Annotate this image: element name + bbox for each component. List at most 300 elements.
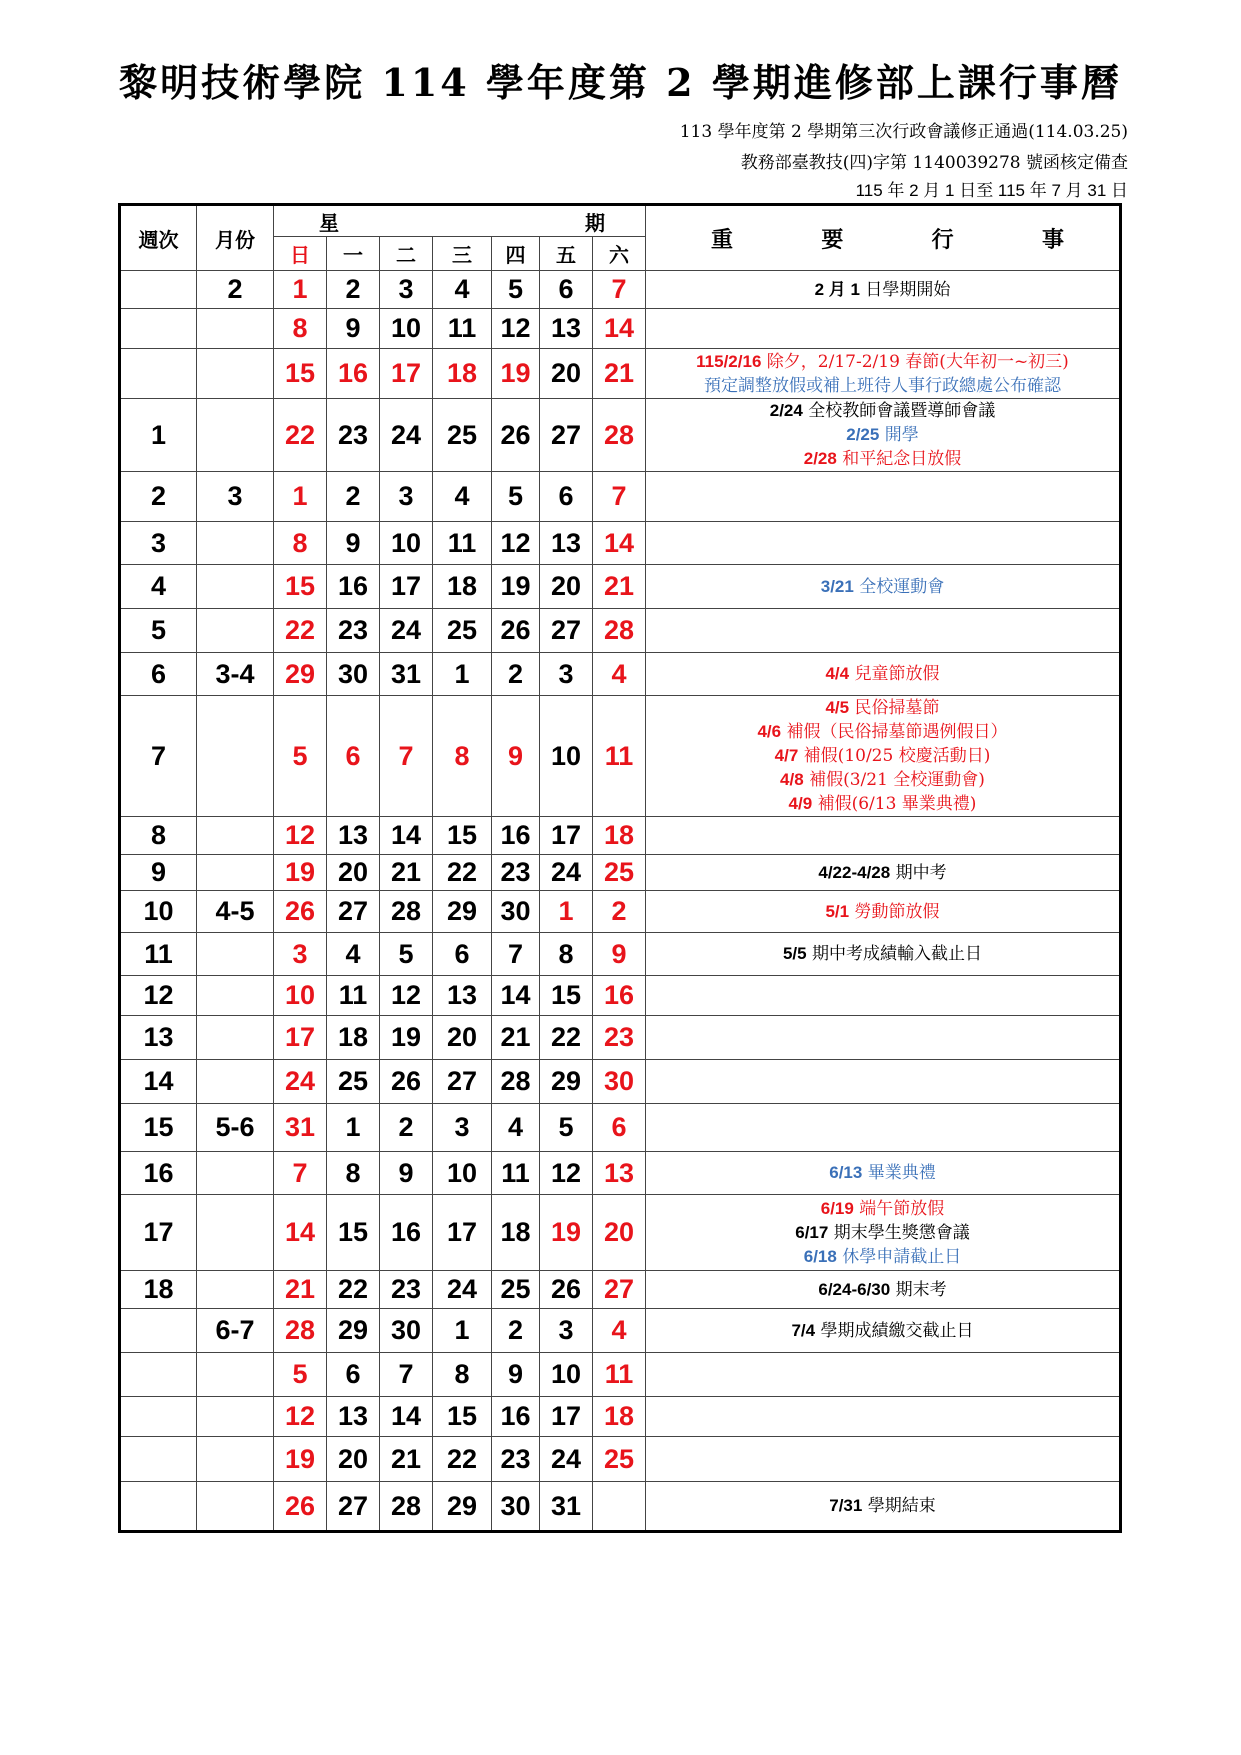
event-text: 期中考成績輸入截止日 bbox=[806, 944, 983, 964]
event-item bbox=[646, 1245, 1119, 1269]
event-text: 學期成績繳交截止日 bbox=[815, 1320, 974, 1341]
day-cell: 2 bbox=[492, 653, 540, 696]
event-item bbox=[646, 942, 1119, 966]
events-cell bbox=[646, 1437, 1121, 1482]
week-number: 15 bbox=[120, 1104, 197, 1152]
event-item bbox=[646, 399, 1119, 423]
event-text: 和平紀念日放假 bbox=[836, 449, 962, 469]
week-number: 7 bbox=[120, 696, 197, 817]
day-cell: 9 bbox=[492, 1353, 540, 1397]
event-text: 補假(6/13 畢業典禮) bbox=[812, 794, 977, 814]
page-title: 黎明技術學院 114 學年度第 2 學期進修部上課行事曆 bbox=[119, 60, 1122, 105]
week-row bbox=[120, 565, 1121, 609]
day-cell: 26 bbox=[492, 399, 540, 472]
day-cell: 6 bbox=[327, 696, 380, 817]
day-cell: 24 bbox=[380, 399, 433, 472]
day-cell: 10 bbox=[540, 696, 593, 817]
day-cell: 29 bbox=[327, 1309, 380, 1353]
day-cell: 22 bbox=[540, 1016, 593, 1060]
event-item bbox=[646, 662, 1119, 686]
event-date: 6/19 bbox=[820, 1198, 854, 1218]
day-cell: 9 bbox=[327, 309, 380, 349]
events-cell bbox=[646, 933, 1121, 976]
week-number: 5 bbox=[120, 609, 197, 653]
week-row bbox=[120, 855, 1121, 891]
day-cell: 21 bbox=[593, 349, 646, 399]
event-date: 6/18 bbox=[803, 1246, 837, 1266]
week-row bbox=[120, 1437, 1121, 1482]
events-cell bbox=[646, 1152, 1121, 1195]
day-cell: 25 bbox=[327, 1060, 380, 1104]
week-row bbox=[120, 933, 1121, 976]
day-cell: 14 bbox=[492, 976, 540, 1016]
week-number: 18 bbox=[120, 1271, 197, 1309]
day-cell: 9 bbox=[492, 696, 540, 817]
events-cell bbox=[646, 1397, 1121, 1437]
day-cell: 1 bbox=[433, 653, 492, 696]
events-cell bbox=[646, 565, 1121, 609]
day-cell: 9 bbox=[327, 522, 380, 565]
month-label bbox=[197, 1353, 274, 1397]
events-cell bbox=[646, 696, 1121, 817]
event-item bbox=[646, 374, 1119, 398]
day-cell: 25 bbox=[593, 1437, 646, 1482]
day-cell: 24 bbox=[274, 1060, 327, 1104]
event-text: 補假(10/25 校慶活動日) bbox=[798, 746, 991, 766]
day-cell: 16 bbox=[327, 349, 380, 399]
day-cell: 6 bbox=[540, 271, 593, 309]
day-cell: 12 bbox=[274, 817, 327, 855]
week-row bbox=[120, 1104, 1121, 1152]
event-date: 4/7 bbox=[774, 746, 799, 765]
month-label bbox=[197, 976, 274, 1016]
events-cell bbox=[646, 891, 1121, 933]
month-label bbox=[197, 399, 274, 472]
day-cell: 26 bbox=[274, 1482, 327, 1532]
month-label: 2 bbox=[197, 271, 274, 309]
month-label bbox=[197, 1195, 274, 1271]
week-row bbox=[120, 1016, 1121, 1060]
events-cell bbox=[646, 976, 1121, 1016]
day-cell: 8 bbox=[274, 522, 327, 565]
day-cell: 18 bbox=[593, 817, 646, 855]
event-text: 全校運動會 bbox=[853, 576, 945, 597]
event-date: 4/22-4/28 bbox=[818, 862, 891, 882]
events-cell bbox=[646, 1195, 1121, 1271]
day-cell: 27 bbox=[327, 891, 380, 933]
event-date: 5/5 bbox=[782, 944, 807, 963]
event-text: 期中考 bbox=[890, 862, 947, 883]
week-number bbox=[120, 349, 197, 399]
day-cell: 2 bbox=[380, 1104, 433, 1152]
week-number: 14 bbox=[120, 1060, 197, 1104]
week-row bbox=[120, 472, 1121, 522]
day-cell: 24 bbox=[380, 609, 433, 653]
day-cell: 29 bbox=[540, 1060, 593, 1104]
day-cell: 1 bbox=[540, 891, 593, 933]
day-cell: 6 bbox=[433, 933, 492, 976]
month-label: 3-4 bbox=[197, 653, 274, 696]
events-cell bbox=[646, 349, 1121, 399]
week-number bbox=[120, 1397, 197, 1437]
header-day-tue: 二 bbox=[380, 237, 433, 271]
day-cell: 16 bbox=[492, 817, 540, 855]
week-number bbox=[120, 1353, 197, 1397]
events-cell bbox=[646, 1060, 1121, 1104]
day-cell: 18 bbox=[327, 1016, 380, 1060]
event-text: 補假（民俗掃墓節遇例假日） bbox=[781, 722, 1008, 742]
day-cell: 17 bbox=[540, 1397, 593, 1437]
day-cell: 4 bbox=[492, 1104, 540, 1152]
event-item bbox=[646, 720, 1119, 744]
event-text: 補假(3/21 全校運動會) bbox=[803, 770, 985, 790]
day-cell: 3 bbox=[540, 1309, 593, 1353]
day-cell: 29 bbox=[433, 1482, 492, 1532]
month-label bbox=[197, 1482, 274, 1532]
week-row bbox=[120, 653, 1121, 696]
event-text: 勞動節放假 bbox=[849, 901, 940, 922]
event-text: 期末學生獎懲會議 bbox=[828, 1222, 970, 1243]
month-label bbox=[197, 565, 274, 609]
header-day-mon: 一 bbox=[327, 237, 380, 271]
day-cell: 8 bbox=[433, 1353, 492, 1397]
events-cell bbox=[646, 1482, 1121, 1532]
day-cell: 8 bbox=[540, 933, 593, 976]
week-row bbox=[120, 1060, 1121, 1104]
day-cell: 11 bbox=[433, 522, 492, 565]
day-cell: 19 bbox=[540, 1195, 593, 1271]
event-date: 2/24 bbox=[769, 401, 803, 420]
day-cell: 24 bbox=[540, 1437, 593, 1482]
day-cell: 4 bbox=[593, 1309, 646, 1353]
week-number: 13 bbox=[120, 1016, 197, 1060]
day-cell: 23 bbox=[492, 855, 540, 891]
day-cell: 27 bbox=[433, 1060, 492, 1104]
event-item bbox=[646, 768, 1119, 792]
event-item bbox=[646, 350, 1119, 374]
day-cell: 17 bbox=[274, 1016, 327, 1060]
events-cell bbox=[646, 472, 1121, 522]
day-cell: 11 bbox=[593, 1353, 646, 1397]
week-row bbox=[120, 1309, 1121, 1353]
day-cell: 12 bbox=[492, 522, 540, 565]
day-cell: 15 bbox=[274, 565, 327, 609]
event-text: 除夕，2/17-2/19 春節(大年初一~初三) bbox=[761, 351, 1069, 372]
day-cell: 13 bbox=[433, 976, 492, 1016]
day-cell: 11 bbox=[593, 696, 646, 817]
week-row bbox=[120, 609, 1121, 653]
event-item bbox=[646, 1278, 1119, 1302]
event-date: 2/25 bbox=[846, 425, 880, 444]
week-row bbox=[120, 817, 1121, 855]
day-cell: 5 bbox=[492, 472, 540, 522]
day-cell: 10 bbox=[380, 309, 433, 349]
event-text: 預定調整放假或補上班待人事行政總處公布確認 bbox=[704, 375, 1061, 396]
day-cell: 11 bbox=[433, 309, 492, 349]
week-number: 11 bbox=[120, 933, 197, 976]
day-cell: 1 bbox=[274, 472, 327, 522]
day-cell: 18 bbox=[433, 349, 492, 399]
day-cell: 13 bbox=[327, 1397, 380, 1437]
month-label bbox=[197, 1397, 274, 1437]
event-date: 6/17 bbox=[795, 1222, 829, 1242]
day-cell: 30 bbox=[593, 1060, 646, 1104]
day-cell: 20 bbox=[540, 349, 593, 399]
header-day-sun: 日 bbox=[274, 237, 327, 271]
day-cell: 1 bbox=[433, 1309, 492, 1353]
week-number bbox=[120, 1309, 197, 1353]
week-number: 12 bbox=[120, 976, 197, 1016]
event-item bbox=[646, 278, 1119, 302]
event-text: 民俗掃墓節 bbox=[849, 698, 940, 718]
event-text: 開學 bbox=[879, 425, 919, 445]
day-cell: 26 bbox=[492, 609, 540, 653]
day-cell: 20 bbox=[593, 1195, 646, 1271]
event-item bbox=[646, 1161, 1119, 1185]
week-row bbox=[120, 271, 1121, 309]
day-cell: 8 bbox=[327, 1152, 380, 1195]
event-item bbox=[646, 1494, 1119, 1518]
header-period-char: 期 bbox=[585, 210, 605, 235]
day-cell: 3 bbox=[380, 271, 433, 309]
day-cell: 12 bbox=[274, 1397, 327, 1437]
calendar-table bbox=[118, 203, 1122, 1533]
day-cell: 15 bbox=[433, 1397, 492, 1437]
week-row bbox=[120, 1195, 1121, 1271]
header-star-char: 星 bbox=[319, 210, 339, 235]
week-row bbox=[120, 399, 1121, 472]
events-cell bbox=[646, 609, 1121, 653]
events-cell bbox=[646, 1353, 1121, 1397]
week-number: 2 bbox=[120, 472, 197, 522]
day-cell: 24 bbox=[540, 855, 593, 891]
day-cell: 14 bbox=[274, 1195, 327, 1271]
day-cell: 16 bbox=[380, 1195, 433, 1271]
event-date: 4/6 bbox=[757, 722, 782, 741]
week-row bbox=[120, 696, 1121, 817]
day-cell: 15 bbox=[327, 1195, 380, 1271]
day-cell: 13 bbox=[540, 309, 593, 349]
day-cell: 5 bbox=[274, 1353, 327, 1397]
day-cell: 23 bbox=[380, 1271, 433, 1309]
date-range: 115 年 2 月 1 日至 115 年 7 月 31 日 bbox=[855, 181, 1128, 200]
event-date: 4/5 bbox=[825, 698, 850, 717]
week-number: 10 bbox=[120, 891, 197, 933]
day-cell: 25 bbox=[492, 1271, 540, 1309]
month-label: 5-6 bbox=[197, 1104, 274, 1152]
day-cell: 27 bbox=[593, 1271, 646, 1309]
day-cell: 22 bbox=[433, 855, 492, 891]
day-cell: 14 bbox=[380, 817, 433, 855]
month-label: 4-5 bbox=[197, 891, 274, 933]
event-text: 期末考 bbox=[890, 1279, 947, 1300]
day-cell: 20 bbox=[327, 1437, 380, 1482]
month-label bbox=[197, 522, 274, 565]
day-cell: 25 bbox=[433, 609, 492, 653]
day-cell: 24 bbox=[433, 1271, 492, 1309]
header-event-char: 要 bbox=[821, 226, 844, 253]
day-cell: 29 bbox=[274, 653, 327, 696]
day-cell: 19 bbox=[492, 349, 540, 399]
day-cell: 7 bbox=[380, 1353, 433, 1397]
event-date: 4/9 bbox=[788, 794, 813, 813]
event-item bbox=[646, 575, 1119, 599]
day-cell: 22 bbox=[327, 1271, 380, 1309]
day-cell: 26 bbox=[540, 1271, 593, 1309]
header-event-char: 重 bbox=[711, 226, 734, 253]
week-number bbox=[120, 271, 197, 309]
day-cell: 27 bbox=[540, 399, 593, 472]
month-label bbox=[197, 1271, 274, 1309]
day-cell: 21 bbox=[380, 855, 433, 891]
day-cell: 12 bbox=[540, 1152, 593, 1195]
day-cell: 17 bbox=[380, 565, 433, 609]
event-text: 兒童節放假 bbox=[849, 664, 940, 684]
day-cell: 23 bbox=[492, 1437, 540, 1482]
header-event-char: 事 bbox=[1041, 226, 1064, 253]
event-item bbox=[646, 744, 1119, 768]
day-cell: 27 bbox=[327, 1482, 380, 1532]
event-date: 6/13 bbox=[829, 1163, 863, 1182]
header-day-sat: 六 bbox=[593, 237, 646, 271]
events-cell bbox=[646, 309, 1121, 349]
day-cell: 19 bbox=[492, 565, 540, 609]
event-date: 3/21 bbox=[820, 576, 854, 596]
week-number: 3 bbox=[120, 522, 197, 565]
month-label bbox=[197, 855, 274, 891]
day-cell: 7 bbox=[492, 933, 540, 976]
event-date: 4/4 bbox=[825, 664, 850, 683]
day-cell: 10 bbox=[540, 1353, 593, 1397]
header-day-fri: 五 bbox=[540, 237, 593, 271]
month-label bbox=[197, 817, 274, 855]
day-cell bbox=[593, 1482, 646, 1532]
day-cell: 23 bbox=[593, 1016, 646, 1060]
day-cell: 17 bbox=[380, 349, 433, 399]
event-date: 6/24-6/30 bbox=[818, 1279, 891, 1299]
day-cell: 19 bbox=[274, 855, 327, 891]
day-cell: 22 bbox=[433, 1437, 492, 1482]
events-cell bbox=[646, 399, 1121, 472]
events-cell bbox=[646, 855, 1121, 891]
event-date: 5/1 bbox=[825, 901, 850, 921]
week-number: 1 bbox=[120, 399, 197, 472]
month-label bbox=[197, 309, 274, 349]
week-number: 8 bbox=[120, 817, 197, 855]
events-cell bbox=[646, 817, 1121, 855]
day-cell: 11 bbox=[327, 976, 380, 1016]
events-cell bbox=[646, 1271, 1121, 1309]
day-cell: 1 bbox=[327, 1104, 380, 1152]
day-cell: 4 bbox=[433, 472, 492, 522]
events-cell bbox=[646, 522, 1121, 565]
month-label: 6-7 bbox=[197, 1309, 274, 1353]
header-day-wed: 三 bbox=[433, 237, 492, 271]
day-cell: 15 bbox=[274, 349, 327, 399]
day-cell: 22 bbox=[274, 609, 327, 653]
day-cell: 7 bbox=[593, 271, 646, 309]
day-cell: 16 bbox=[327, 565, 380, 609]
day-cell: 3 bbox=[540, 653, 593, 696]
event-date: 2 月 1 bbox=[814, 279, 860, 299]
events-cell bbox=[646, 1309, 1121, 1353]
day-cell: 5 bbox=[492, 271, 540, 309]
day-cell: 5 bbox=[274, 696, 327, 817]
week-number: 4 bbox=[120, 565, 197, 609]
day-cell: 21 bbox=[274, 1271, 327, 1309]
day-cell: 15 bbox=[540, 976, 593, 1016]
event-date: 2/28 bbox=[803, 449, 837, 468]
ministry-note: 教務部臺教技(四)字第 1140039278 號函核定備查 bbox=[740, 153, 1128, 173]
day-cell: 4 bbox=[327, 933, 380, 976]
day-cell: 28 bbox=[492, 1060, 540, 1104]
day-cell: 20 bbox=[540, 565, 593, 609]
week-row bbox=[120, 1152, 1121, 1195]
event-text: 全校教師會議暨導師會議 bbox=[802, 401, 996, 421]
day-cell: 31 bbox=[380, 653, 433, 696]
day-cell: 5 bbox=[540, 1104, 593, 1152]
month-label bbox=[197, 696, 274, 817]
day-cell: 2 bbox=[492, 1309, 540, 1353]
day-cell: 9 bbox=[380, 1152, 433, 1195]
event-item bbox=[646, 1319, 1119, 1343]
day-cell: 15 bbox=[433, 817, 492, 855]
events-cell bbox=[646, 653, 1121, 696]
day-cell: 30 bbox=[492, 1482, 540, 1532]
event-text: 休學申請截止日 bbox=[836, 1246, 962, 1267]
day-cell: 19 bbox=[380, 1016, 433, 1060]
day-cell: 4 bbox=[433, 271, 492, 309]
day-cell: 21 bbox=[492, 1016, 540, 1060]
event-item bbox=[646, 447, 1119, 471]
event-item bbox=[646, 1197, 1119, 1221]
day-cell: 21 bbox=[593, 565, 646, 609]
day-cell: 3 bbox=[274, 933, 327, 976]
day-cell: 19 bbox=[274, 1437, 327, 1482]
day-cell: 16 bbox=[492, 1397, 540, 1437]
week-number bbox=[120, 309, 197, 349]
header-event-char: 行 bbox=[931, 226, 954, 253]
week-row bbox=[120, 1353, 1121, 1397]
week-number: 6 bbox=[120, 653, 197, 696]
day-cell: 6 bbox=[540, 472, 593, 522]
day-cell: 2 bbox=[327, 472, 380, 522]
week-row bbox=[120, 976, 1121, 1016]
day-cell: 27 bbox=[540, 609, 593, 653]
header-weekday-group bbox=[274, 205, 646, 237]
calendar-body bbox=[120, 271, 1121, 1532]
day-cell: 8 bbox=[274, 309, 327, 349]
week-row bbox=[120, 891, 1121, 933]
day-cell: 20 bbox=[433, 1016, 492, 1060]
day-cell: 30 bbox=[380, 1309, 433, 1353]
day-cell: 17 bbox=[433, 1195, 492, 1271]
week-row bbox=[120, 1482, 1121, 1532]
event-text: 學期結束 bbox=[862, 1496, 936, 1516]
month-label bbox=[197, 1016, 274, 1060]
day-cell: 7 bbox=[380, 696, 433, 817]
events-cell bbox=[646, 1104, 1121, 1152]
day-cell: 20 bbox=[327, 855, 380, 891]
day-cell: 8 bbox=[433, 696, 492, 817]
day-cell: 16 bbox=[593, 976, 646, 1016]
event-item bbox=[646, 900, 1119, 924]
day-cell: 26 bbox=[380, 1060, 433, 1104]
day-cell: 6 bbox=[593, 1104, 646, 1152]
event-date: 7/31 bbox=[829, 1496, 863, 1515]
events-cell bbox=[646, 271, 1121, 309]
day-cell: 14 bbox=[593, 309, 646, 349]
